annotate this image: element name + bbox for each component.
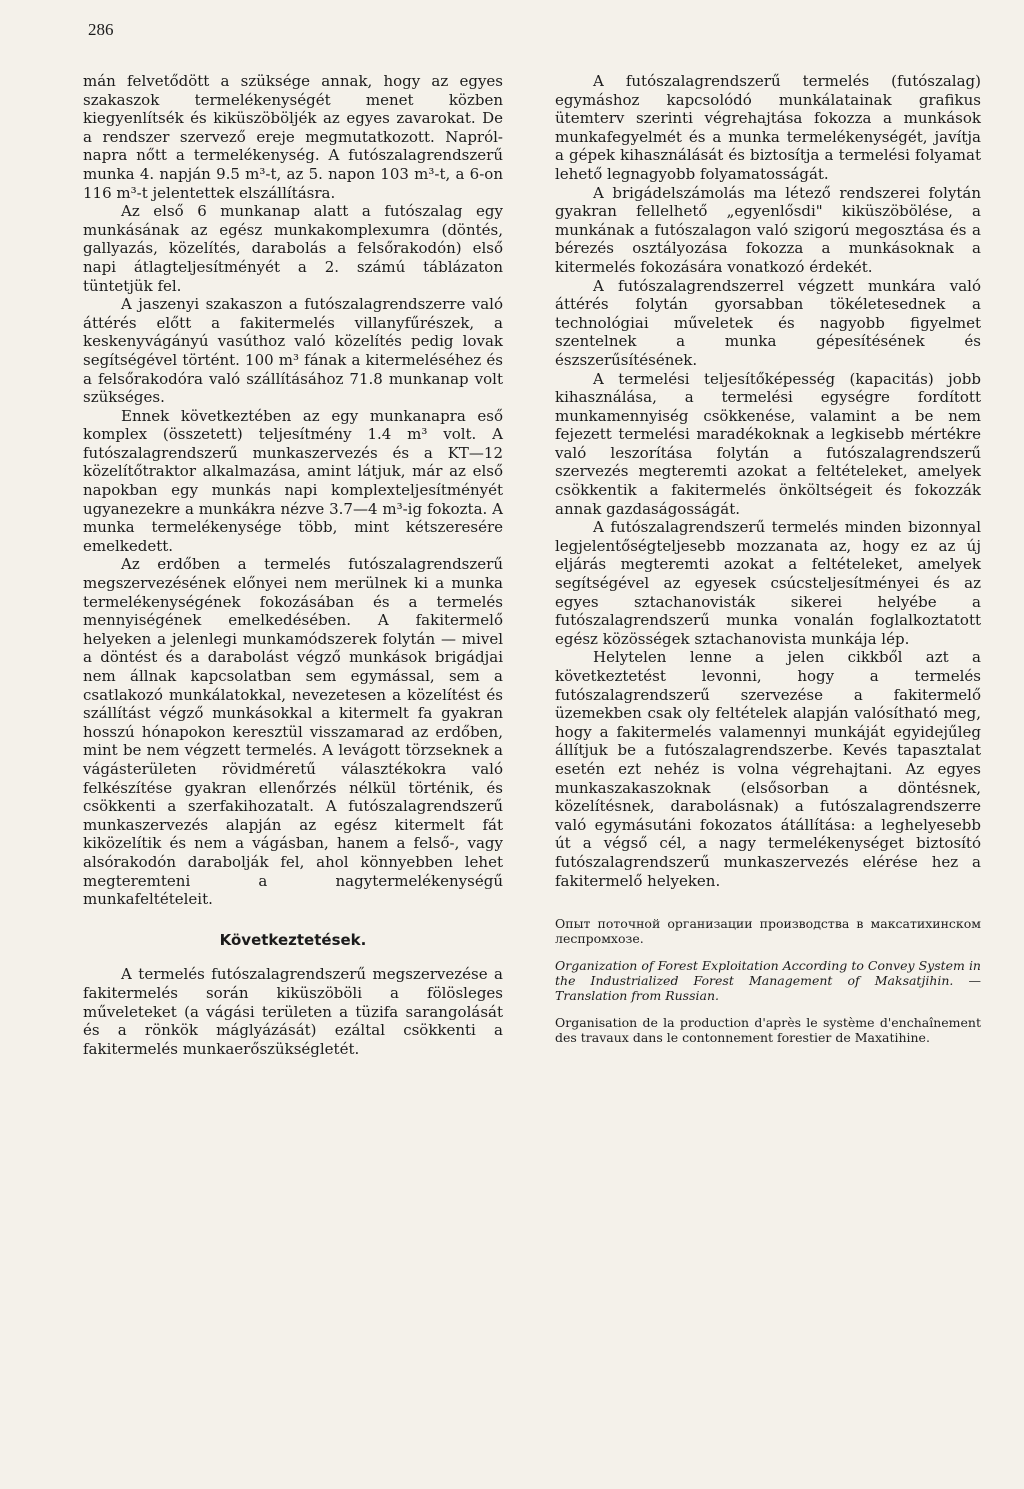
- body-paragraph: A brigádelszámolás ma létező rendszerei folytán gyakran fellelhető „egyenlősdi" kiküszöbölése, a munkának a futószalagon való szigorú megosztása és a bérezés osztályozása fokozza a munkásoknak a kitermelés fokozására vonatkozó érdekét.: [555, 183, 981, 276]
- right-column: [555, 72, 981, 1057]
- body-paragraph: Ennek következtében az egy munkanapra eső komplex (összetett) teljesítmény 1.4 m³ volt. A futószalagrendszerű munkaszervezés és a KT—12 közelítőtraktor alkalmazása, amint látjuk, már az első napokban egy munkás napi komplexteljesítményét ugyanezekre a munkákra nézve 3.7—4 m³-ig fokozta. A munka termelékenysége több, mint kétszeresére emelkedett.: [83, 406, 503, 555]
- body-paragraph: A termelési teljesítőképesség (kapacitás) jobb kihasználása, a termelési egységre fordított munkamennyiség csökkenése, valamint a be nem fejezett termelési maradékoknak a legkisebb mértékre való leszorítása folytán a futószalagrendszerű szervezés megteremti azokat a feltételeket, amelyek csökkentik a fakitermelés önköltségeit és fokozzák annak gazdaságosságát.: [555, 369, 981, 518]
- body-paragraph: A futószalagrendszerű termelés minden bizonnyal legjelentőségteljesebb mozzanata az, hogy ez az új eljárás megteremti azokat a feltételeket, amelyek segítségével az egyesek csúcsteljesítményei és az egyes sztachanovisták sikerei helyébe a futószalagrendszerű munka vonalán foglalkoztatott egész közösségek sztachanovista munkája lép.: [555, 518, 981, 648]
- body-paragraph: Az első 6 munkanap alatt a futószalag egy munkásának az egész munkakomplexumra (döntés, gallyazás, közelítés, darabolás a felsőrakodón) első napi átlagteljesítményét a 2. számú táblázaton tüntetjük fel.: [83, 202, 503, 295]
- conclusion-paragraph: A termelés futószalagrendszerű megszervezése a fakitermelés során kiküszöböli a fölösleges műveleteket (a vágási területen a tüzifa sarangolását és a rönkök máglyázását) ezáltal csökkenti a fakitermelés munkaerőszükségletét.: [83, 965, 503, 1058]
- abstracts: [555, 916, 981, 1045]
- body-paragraph: Helytelen lenne a jelen cikkből azt a következtetést levonni, hogy a termelés futószalagrendszerű szervezése a fakitermelő üzemekben csak oly feltételek alapján valósítható meg, hogy a fakitermelés valamennyi munkáját egyidejűleg állítjuk be a futószalagrendszerbe. Kevés tapasztalat esetén ezt nehéz is volna végrehajtani. Az egyes munkaszakaszoknak (elsősorban a döntésnek, közelítésnek, darabolásnak) a futószalagrendszerre való egymásutáni fokozatos átállítása: a leghelyesebb út a végső cél, a nagy termelékenységet biztosító futószalagrendszerű munkaszervezés elérése hez a fakitermelő helyeken.: [555, 648, 981, 890]
- body-paragraph: mán felvetődött a szüksége annak, hogy az egyes szakaszok termelékenységét menet közben kiegyenlítsék és kiküszöböljék az egyes zavarokat. De a rendszer szervező ereje megmutatkozott. Napról-napra nőtt a termelékenység. A futószalagrendszerű munka 4. napján 9.5 m³-t, az 5. napon 103 m³-t, a 6-on 116 m³-t jelentettek elszállításra.: [83, 72, 503, 202]
- abstract-english: Organization of Forest Exploitation According to Convey System in the Industrialized Forest Management of Maksatjihin. — Translation from Russian.: [555, 958, 981, 1004]
- page-number: 286: [88, 20, 114, 39]
- body-paragraph: A futószalagrendszerrel végzett munkára való áttérés folytán gyorsabban tökéletesednek a technológiai műveletek és nagyobb figyelmet szentelnek a munka gépesítésének és észszerűsítésének.: [555, 276, 981, 369]
- section-heading: Következtetések.: [219, 930, 367, 949]
- abstract-russian: Опыт поточной организации производства в максатихинском леспромхозе.: [555, 916, 981, 947]
- body-paragraph: Az erdőben a termelés futószalagrendszerű megszervezésének előnyei nem merülnek ki a munka termelékenységének fokozásában és a termelés mennyiségének emelkedésében. A fakitermelő helyeken a jelenlegi munkamódszerek folytán — mivel a döntést és a darabolást végző munkások brigádjai nem állnak kapcsolatban sem egymással, sem a csatlakozó munkálatokkal, nevezetesen a közelítést és szállítást végző munkásokkal a kitermelt fa gyakran hosszú hónapokon keresztül visszamarad az erdőben, mint be nem végzett termelés. A levágott törzseknek a vágásterületen rövidméretű választékokra való felkészítése gyakran ellenőrzés nélkül történik, és csökkenti a szerfakihozatalt. A futószalagrendszerű munkaszervezés alapján az egész kitermelt fát kiközelítik és nem a vágásban, hanem a felső-, vagy alsórakodón darabolják fel, ahol könnyebben lehet megteremteni a nagytermelékenységű munkafeltételeit.: [83, 555, 503, 909]
- body-paragraph: A futószalagrendszerű termelés (futószalag) egymáshoz kapcsolódó munkálatainak grafikus ütemterv szerinti végrehajtása fokozza a munkások munkafegyelmét és a munka termelékenységét, javítja a gépek kihasználását és biztosítja a termelési folyamat lehető legnagyobb folyamatosságát.: [555, 72, 981, 183]
- body-paragraph: A jaszenyi szakaszon a futószalagrendszerre való áttérés előtt a fakitermelés villanyfűrészek, a keskenyvágányú vasúthoz való közelítés pedig lovak segítségével történt. 100 m³ fának a kitermeléséhez és a felsőrakodóra való szállításához 71.8 munkanap volt szükséges.: [83, 295, 503, 407]
- left-column: [83, 72, 503, 1058]
- abstract-french: Organisation de la production d'après le système d'enchaînement des travaux dans le contonnement forestier de Maxatihine.: [555, 1015, 981, 1046]
